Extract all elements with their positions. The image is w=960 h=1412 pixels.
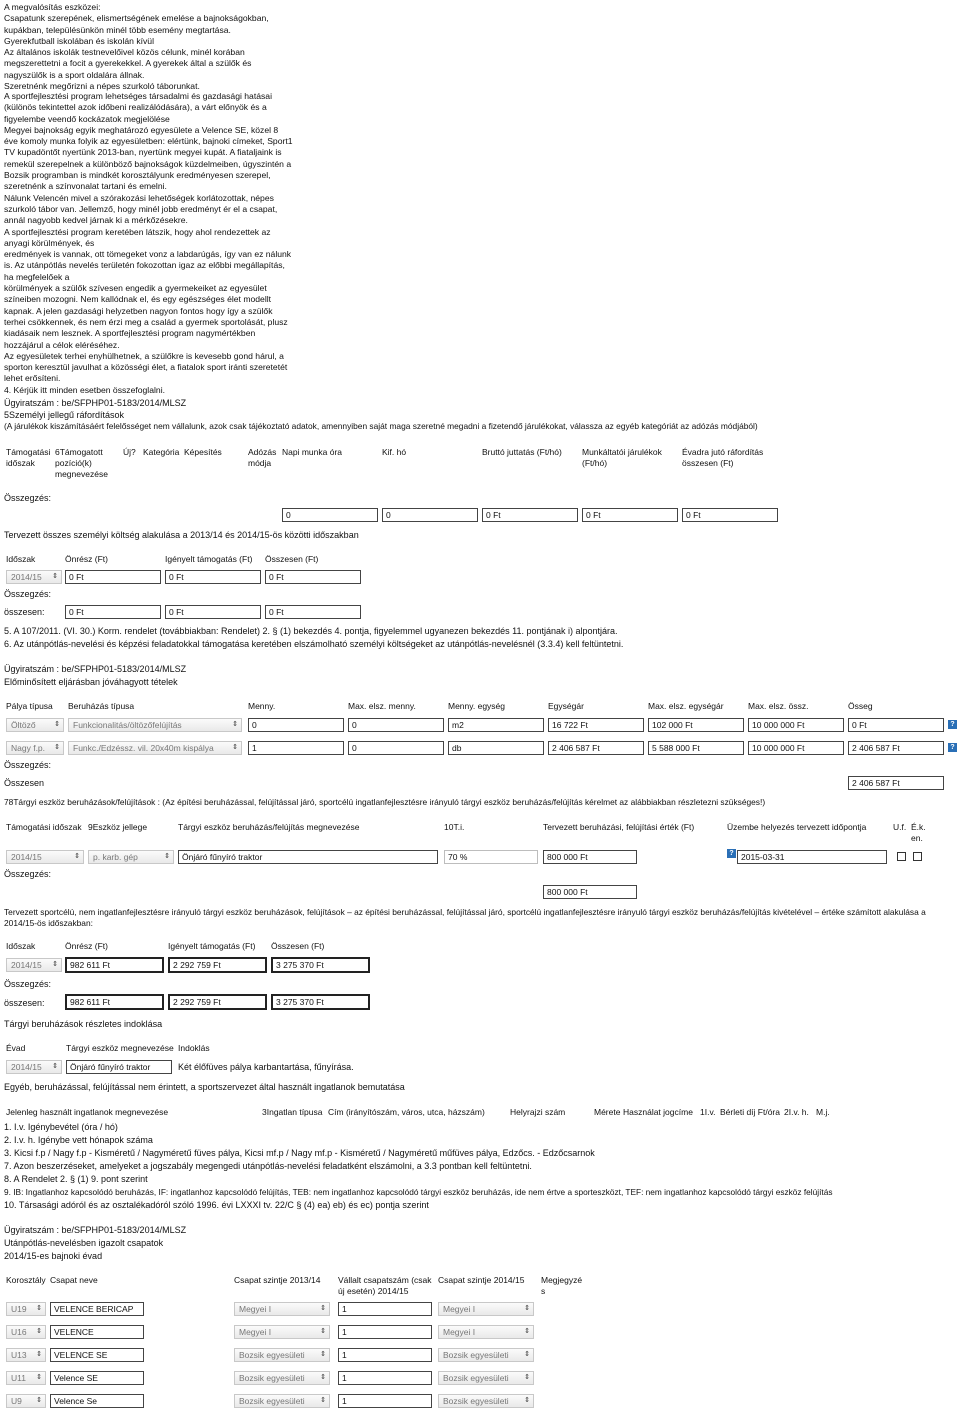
footnote: 2. I.v. h. Igénybe vett hónapok száma: [4, 1135, 153, 1145]
section-subtitle: 2014/15-es bajnoki évad: [4, 1251, 103, 1261]
section-title: Tárgyi beruházások részletes indoklása: [4, 1019, 163, 1029]
csapatszam-field[interactable]: 1: [338, 1394, 432, 1408]
korosztaly-select[interactable]: U16 ⇕: [6, 1325, 46, 1339]
body-line: Az egyesületek terhei enyhülhetnek, a szülőkre is kevesebb gond hárul, a: [4, 350, 284, 361]
body-line: A sportfejlesztési program lehetséges társadalmi és gazdasági hatásai: [4, 91, 272, 101]
footnote: 6. Az utánpótlás-nevelési és képzési feladatokkal támogatása keretében elszámolható személyi költségeket az utánpótlás-nevelésnél (3.3.4) kell feltüntetni.: [4, 639, 624, 649]
col-header: Évad: [6, 1043, 26, 1053]
total-ertek: 800 000 Ft: [543, 885, 637, 899]
col-header: Helyrajzi szám: [510, 1107, 566, 1117]
body-line: annál nagyobb kedvel járnak ki a mérkőzésekre.: [4, 215, 188, 226]
section-title: Előminősített eljárásban jóváhagyott tételek: [4, 677, 178, 687]
body-line: Megyei bajnokság egyik meghatározó egyesülete a Velence SE, közel 8: [4, 124, 279, 135]
szint-2014-select[interactable]: Bozsik egyesületi ⇕: [438, 1394, 534, 1408]
col-header: Menny.: [248, 701, 276, 711]
col-header: U.f.: [893, 822, 907, 832]
body-line: lehet erősíteni.: [4, 373, 61, 384]
col-header: Csapat szintje 2014/15: [438, 1275, 525, 1285]
intro-line: kupákban, településünkön minél több esemény megtartása.: [4, 24, 231, 35]
col-header: Pálya típusa: [6, 701, 53, 711]
tervezett-text: Tervezett sportcélú, nem ingatlanfejlesztésre irányuló tárgyi eszköz beruházások, felújítások – az építési beruházással, felújítással járó, sportcélú ingatlanfejlesztésre irányuló tárgyi eszköz beruházás/felújítás kivételével – értéke számított alakulása a: [4, 907, 926, 917]
intro-text: [4, 2, 304, 92]
footnote: 9. IB: Ingatlanhoz kapcsolódó beruházás, IF: ingatlanhoz kapcsolódó felújítás, TEB: nem ingatlanhoz kapcsolódó tárgyi eszköz beruházás, ide nem értve a sporteszközt, TEF: nem ingatlanhoz kapcsolódó tárgyi eszköz felújítás: [4, 1187, 833, 1197]
osszesen-value: 2 406 587 Ft: [848, 776, 944, 790]
select-arrow-icon: ⇕: [320, 1328, 326, 1335]
osszesen-label: Összesen: [4, 778, 45, 788]
body-text: [4, 91, 304, 396]
body-line: anyagi körülmények, és: [4, 237, 95, 248]
footnote: 10. Társasági adóról és az osztalékadóról szóló 1996. évi LXXXI tv. 22/C § (4) ea) eb) és ec) pontja szerint: [4, 1200, 429, 1210]
select-arrow-icon: ⇕: [74, 853, 80, 860]
body-line: figyelembe veendő kockázatok megjelölése: [4, 113, 170, 124]
datum-field[interactable]: 2015-03-31: [737, 850, 887, 864]
ek-checkbox[interactable]: [913, 852, 922, 861]
szint-2013-select[interactable]: Bozsik egyesületi ⇕: [234, 1348, 330, 1362]
col-header: 3Ingatlan típusa: [262, 1107, 323, 1117]
col-header: É.k. en.: [911, 822, 926, 843]
col-header: Üzembe helyezés tervezett időpontja: [727, 822, 867, 832]
body-line: szurkoló tábor van. Jellemző, hogy minél jobb eredményt ér el a csapat,: [4, 203, 278, 214]
col-header: Adózás módja: [248, 447, 277, 468]
period-select[interactable]: 2014/15 ⇕: [6, 850, 84, 864]
body-line: TV kupadöntőt nyertünk 2013-ban, nyertünk megyei kupát. A fiataljaink is: [4, 147, 282, 158]
ti-field: 70 %: [444, 850, 538, 864]
korosztaly-select[interactable]: U13 ⇕: [6, 1348, 46, 1362]
csapatszam-field[interactable]: 1: [338, 1371, 432, 1385]
osszeg-field: 0 Ft: [848, 718, 944, 732]
megnevezes-field[interactable]: Önjáró fűnyíró traktor: [178, 850, 438, 864]
csapat-nev-field[interactable]: VELENCE BERICAP: [50, 1302, 144, 1316]
osszegzes-label: Összegzés:: [4, 979, 52, 989]
body-line: 4. Kérjük itt minden esetben összefoglalni.: [4, 384, 165, 395]
help-icon[interactable]: ?: [948, 743, 957, 752]
intro-line: Szeretnénk megőrizni a népes szurkoló táborunkat.: [4, 81, 200, 92]
szint-2014-select[interactable]: Bozsik egyesületi ⇕: [438, 1348, 534, 1362]
szint-2013-select[interactable]: Megyei I ⇕: [234, 1302, 330, 1316]
body-line: hozzájárul a célok eléréséhez.: [4, 339, 120, 350]
ugyiratszam: Ügyiratszám : be/SFPHP01-5183/2014/MLSZ: [4, 1225, 187, 1235]
col-header: Tárgyi eszköz megnevezése: [66, 1043, 174, 1053]
col-header: 6Támogatott pozíció(k) megnevezése: [55, 447, 108, 479]
max-ossz-field: 10 000 000 Ft: [748, 718, 844, 732]
col-header: Max. elsz. egységár: [648, 701, 724, 711]
csapatszam-field[interactable]: 1: [338, 1325, 432, 1339]
footnote: 5. A 107/2011. (VI. 30.) Korm. rendelet (továbbiakban: Rendelet) 2. § (1) bekezdés 4. pontja, figyelemmel ugyanezen bekezdés 11. pontjának i) alpontjára.: [4, 626, 618, 636]
body-line: eredmények is vannak, ott tömegeket vonz a labdarúgás, így van ez nálunk: [4, 249, 292, 260]
select-arrow-icon: ⇕: [524, 1374, 530, 1381]
total-igenyelt: 2 292 759 Ft: [168, 994, 267, 1010]
szint-2013-select[interactable]: Bozsik egyesületi ⇕: [234, 1394, 330, 1408]
col-header: Kategória: [143, 447, 180, 457]
body-line: Bozsik programban is mindkét korosztályunk eredményesen szerepel,: [4, 170, 271, 181]
intro-line: A megvalósítás eszközei:: [4, 2, 101, 12]
col-header: Időszak: [6, 554, 36, 564]
eszkoz-megnevezes-field: Önjáró fűnyíró traktor: [66, 1060, 172, 1074]
szint-2013-select[interactable]: Megyei I ⇕: [234, 1325, 330, 1339]
select-arrow-icon: ⇕: [524, 1351, 530, 1358]
osszesen-field: 0 Ft: [265, 570, 361, 584]
col-header: Összesen (Ft): [271, 941, 325, 951]
select-arrow-icon: ⇕: [36, 1351, 42, 1358]
szint-2014-select[interactable]: Megyei I ⇕: [438, 1302, 534, 1316]
col-header: Önrész (Ft): [65, 941, 108, 951]
col-header: Összesen (Ft): [265, 554, 319, 564]
body-line: terhei csökkennek, és nem érzi meg a család a gyermek sportolását, plusz: [4, 316, 288, 327]
body-line: (különös tekintettel azok időbeni realizálódására), a várt előnyök és a: [4, 102, 267, 113]
footnote: 8. A Rendelet 2. § (1) 9. pont szerint: [4, 1174, 148, 1184]
korosztaly-select[interactable]: U9 ⇕: [6, 1394, 46, 1408]
col-header: Bruttó juttatás (Ft/hó): [482, 447, 562, 457]
help-icon[interactable]: ?: [727, 849, 736, 858]
total-osszesen: 0 Ft: [265, 605, 361, 619]
body-line: is. Az utánpótlás nevelés területén fokozottan igaz az előbbi megállapítás,: [4, 260, 285, 271]
col-header: Vállalt csapatszám (csak új esetén) 2014/15: [338, 1275, 432, 1296]
select-arrow-icon: ⇕: [36, 1397, 42, 1404]
csapat-nev-field[interactable]: VELENCE SE: [50, 1348, 144, 1362]
select-arrow-icon: ⇕: [524, 1305, 530, 1312]
col-header: Max. elsz. menny.: [348, 701, 416, 711]
footnote: 7. Azon beszerzéseket, amelyeket a jogszabály megengedi utánpótlás-nevelési feladatként elszámolni, a 3.3 pontban kell feltüntetni.: [4, 1161, 532, 1171]
csapatszam-field[interactable]: 1: [338, 1302, 432, 1316]
egyseg-field: m2: [448, 718, 544, 732]
col-header: M.j.: [816, 1107, 830, 1117]
ertek-field[interactable]: 800 000 Ft: [543, 850, 637, 864]
col-header: Kif. hó: [382, 447, 407, 457]
intro-line: Gyerekfutball iskolában és iskolán kívül: [4, 35, 154, 46]
select-arrow-icon: ⇕: [54, 721, 60, 728]
col-header: Új?: [123, 447, 136, 457]
intro-line: nagyszülők is a sport oldalára állnak.: [4, 69, 145, 80]
col-header: Önrész (Ft): [65, 554, 108, 564]
palya-select[interactable]: Öltöző ⇕: [6, 718, 64, 732]
total-igenyelt: 0 Ft: [165, 605, 261, 619]
total-napi-ora: 0: [282, 508, 378, 522]
body-line: sporton keresztül javulhat a közösségi élet, a fiatalok sport iránti szeretetét: [4, 362, 288, 373]
eszkoz-jelleg-select[interactable]: p. karb. gép ⇕: [88, 850, 174, 864]
egyseg-field: db: [448, 741, 544, 755]
osszegzes-label: Összegzés:: [4, 493, 52, 503]
szint-2014-select[interactable]: Megyei I ⇕: [438, 1325, 534, 1339]
body-line: ha megfelelőek a: [4, 271, 70, 282]
col-header: Igényelt támogatás (Ft): [168, 941, 256, 951]
total-osszesen: 3 275 370 Ft: [271, 994, 370, 1010]
select-arrow-icon: ⇕: [320, 1397, 326, 1404]
col-header: 9Eszköz jellege: [88, 822, 148, 832]
section-title: Egyéb, beruházással, felújítással nem érintett, a sportszervezet által használt ingatlanok bemutatása: [4, 1082, 405, 1092]
osszeg-field: 2 406 587 Ft: [848, 741, 944, 755]
intro-line: Csapatunk szerepének, elismertségének emelése a bajnokságokban,: [4, 13, 269, 24]
korosztaly-select[interactable]: U11 ⇕: [6, 1371, 46, 1385]
select-arrow-icon: ⇕: [320, 1305, 326, 1312]
section-title: Utánpótlás-nevelésben igazolt csapatok: [4, 1238, 164, 1248]
period-select[interactable]: 2014/15 ⇕: [6, 1060, 62, 1074]
csapat-nev-field[interactable]: VELENCE: [50, 1325, 144, 1339]
select-arrow-icon: ⇕: [232, 744, 238, 751]
footnote: 1. I.v. Igénybevétel (óra / hó): [4, 1122, 118, 1132]
col-header: Csapat szintje 2013/14: [234, 1275, 321, 1285]
col-header: Cím (irányítószám, város, utca, házszám): [328, 1107, 485, 1117]
section-title: 5Személyi jellegű ráfordítások: [4, 410, 125, 420]
col-header: Menny. egység: [448, 701, 506, 711]
intro-line: Az általános iskolák testnevelőivel közös célunk, minél korában: [4, 47, 245, 58]
col-header: Korosztály: [6, 1275, 46, 1285]
select-arrow-icon: ⇕: [52, 573, 58, 580]
col-header: Egységár: [548, 701, 584, 711]
help-icon[interactable]: ?: [948, 720, 957, 729]
osszegzes-label: Összegzés:: [4, 589, 52, 599]
col-header: Támogatási időszak: [6, 447, 51, 468]
osszesen-label: összesen:: [4, 607, 45, 617]
footnote: 3. Kicsi f.p / Nagy f.p - Kisméretű / Nagyméretű füves pálya, Kicsi mf.p / Nagy mf.p - Kisméretű / Nagyméretű műfüves pálya, Edzőcs. - Edzőcsarnok: [4, 1148, 595, 1158]
col-header: Képesítés: [184, 447, 222, 457]
select-arrow-icon: ⇕: [52, 1063, 58, 1070]
select-arrow-icon: ⇕: [36, 1305, 42, 1312]
col-header: Jelenleg használt ingatlanok megnevezése: [6, 1107, 169, 1117]
body-line: Nálunk Velencén mivel a szórakozási lehetőségek korlátozottak, népes: [4, 192, 274, 203]
select-arrow-icon: ⇕: [36, 1374, 42, 1381]
body-line: éve komoly munka folyik az egyesületben: elértünk, bajnoki címeket, Sport1: [4, 136, 293, 147]
osszesen-field: 3 275 370 Ft: [271, 957, 370, 973]
tervezett-text: Tervezett összes személyi költség alakulása a 2013/14 és 2014/15-ös közötti időszakban: [4, 530, 359, 540]
body-line: remekül szerepelnek a különböző bajnokságok küzdelmeiben, úgyszintén a: [4, 158, 292, 169]
col-header: Beruházás típusa: [68, 701, 135, 711]
col-header: Tárgyi eszköz beruházás/felújítás megnevezése: [178, 822, 360, 832]
col-header: Időszak: [6, 941, 36, 951]
menny-field[interactable]: 0: [248, 718, 344, 732]
onresz-field: 982 611 Ft: [65, 957, 164, 973]
col-header: Munkáltatói járulékok (Ft/hó): [582, 447, 662, 468]
max-menny-field: 0: [348, 741, 444, 755]
section-description: (A járulékok kiszámításáért felelősséget nem vállalunk, azok csak tájékoztató adatok, amennyiben saját maga szeretné megadni a fizetendő járulékokat, válassza az egyéb kategóriát az adózás módjából): [4, 421, 758, 431]
col-header: Használat jogcíme: [623, 1107, 693, 1117]
total-onresz: 0 Ft: [65, 605, 161, 619]
col-header: Megjegyzé s: [541, 1275, 583, 1296]
body-line: körülmények a szülők szívesen engedik a gyermekeiket az egyesület: [4, 283, 267, 294]
col-header: 2I.v. h.: [784, 1107, 809, 1117]
max-egysegar-field: 5 588 000 Ft: [648, 741, 744, 755]
select-arrow-icon: ⇕: [36, 1328, 42, 1335]
beruhazas-select[interactable]: Funkcionalitás/öltözőfelújítás ⇕: [68, 718, 242, 732]
indoklas-text: Két élőfüves pálya karbantartása, fűnyírása.: [178, 1062, 354, 1072]
select-arrow-icon: ⇕: [54, 744, 60, 751]
total-brutto: 0 Ft: [482, 508, 578, 522]
korosztaly-select[interactable]: U19 ⇕: [6, 1302, 46, 1316]
egysegar-field: 2 406 587 Ft: [548, 741, 644, 755]
total-onresz: 982 611 Ft: [65, 994, 164, 1010]
select-arrow-icon: ⇕: [320, 1351, 326, 1358]
select-arrow-icon: ⇕: [52, 961, 58, 968]
body-line: kapnak. A jelen gazdasági helyzetben nagyon fontos hogy így a szülők: [4, 305, 273, 316]
szint-2013-select[interactable]: Bozsik egyesületi ⇕: [234, 1371, 330, 1385]
ugyiratszam: Ügyiratszám : be/SFPHP01-5183/2014/MLSZ: [4, 398, 187, 408]
body-line: kiadásaik nem lesznek. A sportfejlesztési program nagymértékben: [4, 328, 256, 339]
select-arrow-icon: ⇕: [320, 1374, 326, 1381]
total-jarulek: 0 Ft: [582, 508, 678, 522]
col-header: Igényelt támogatás (Ft): [165, 554, 253, 564]
col-header: Max. elsz. össz.: [748, 701, 809, 711]
body-line: színeiben mozogni. Nem kallódnak el, és egy egészséges élet modellt: [4, 294, 272, 305]
ugyiratszam: Ügyiratszám : be/SFPHP01-5183/2014/MLSZ: [4, 664, 187, 674]
uf-checkbox[interactable]: [897, 852, 906, 861]
menny-field[interactable]: 1: [248, 741, 344, 755]
body-line: szeretnénk a színvonalat tartani és emelni.: [4, 181, 167, 192]
igenyelt-field: 2 292 759 Ft: [168, 957, 267, 973]
total-kif-ho: 0: [382, 508, 478, 522]
csapat-nev-field[interactable]: Velence SE: [50, 1371, 144, 1385]
szint-2014-select[interactable]: Bozsik egyesületi ⇕: [438, 1371, 534, 1385]
select-arrow-icon: ⇕: [164, 853, 170, 860]
intro-line: megszerettetni a focit a gyerekekkel. A gyerekek által a szülők és: [4, 58, 252, 69]
onresz-field: 0 Ft: [65, 570, 161, 584]
col-header: Napi munka óra: [282, 447, 343, 457]
period-select[interactable]: 2014/15 ⇕: [6, 958, 62, 972]
select-arrow-icon: ⇕: [524, 1328, 530, 1335]
max-egysegar-field: 102 000 Ft: [648, 718, 744, 732]
period-select[interactable]: 2014/15 ⇕: [6, 570, 62, 584]
max-menny-field: 0: [348, 718, 444, 732]
osszegzes-label: Összegzés:: [4, 869, 52, 879]
select-arrow-icon: ⇕: [524, 1397, 530, 1404]
csapatszam-field[interactable]: 1: [338, 1348, 432, 1362]
osszegzes-label: Összegzés:: [4, 760, 52, 770]
max-ossz-field: 10 000 000 Ft: [748, 741, 844, 755]
col-header: Csapat neve: [50, 1275, 98, 1285]
col-header: 1I.v.: [700, 1107, 716, 1117]
total-raforditas: 0 Ft: [682, 508, 778, 522]
beruhazas-select[interactable]: Funkc./Edzéssz. vil. 20x40m kispálya ⇕: [68, 741, 242, 755]
select-arrow-icon: ⇕: [232, 721, 238, 728]
body-line: A sportfejlesztési program keretében látszik, hogy ahol rendezettek az: [4, 226, 271, 237]
col-header: Bérleti díj Ft/óra: [720, 1107, 780, 1117]
igenyelt-field: 0 Ft: [165, 570, 261, 584]
csapat-nev-field[interactable]: Velence Se: [50, 1394, 144, 1408]
egysegar-field: 16 722 Ft: [548, 718, 644, 732]
tervezett-text: 2014/15-ös időszakban:: [4, 918, 93, 928]
col-header: Támogatási időszak: [6, 822, 82, 832]
col-header: Tervezett beruházási, felújítási érték (Ft): [543, 822, 695, 832]
col-header: Mérete: [594, 1107, 621, 1117]
col-header: Évadra jutó ráfordítás összesen (Ft): [682, 447, 764, 468]
col-header: Indoklás: [178, 1043, 210, 1053]
col-header: 10T.i.: [444, 822, 465, 832]
osszesen-label: összesen:: [4, 998, 45, 1008]
palya-select[interactable]: Nagy f.p. ⇕: [6, 741, 64, 755]
section-title: 78Tárgyi eszköz beruházások/felújítások : (Az építési beruházással, felújítással járó, sportcélú ingatlanfejlesztésre irányuló tárgyi eszköz beruházás/felújítás kérelmet az alábbiakban részletezni szükséges!): [4, 797, 766, 807]
col-header: Össeg: [848, 701, 873, 711]
